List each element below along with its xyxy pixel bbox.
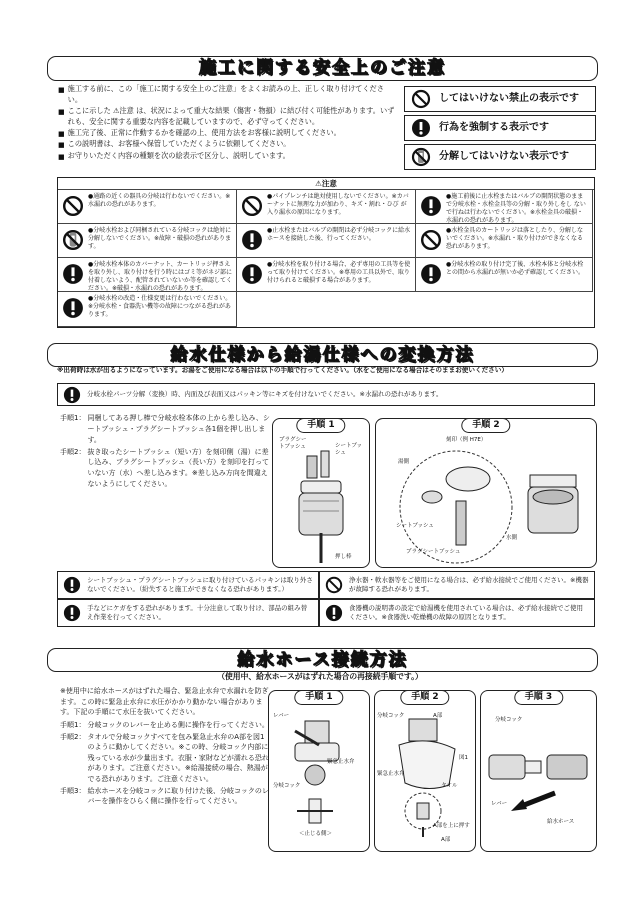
caution-text: ●止水栓またはバルブの開閉は必ず分岐コックに給水ホースを接続した後、行ってください。 [267, 227, 411, 243]
section3-subtitle: （使用中、給水ホースがはずれた場合の再接続手順です。） [217, 672, 423, 681]
hose-step3-title: 手順 3 [514, 690, 563, 705]
caution-table [57, 177, 595, 328]
caution-cell [58, 190, 237, 224]
bullet: ■ お守りいただく内容の種類を次の絵表示で区分し、説明しています。 [58, 151, 290, 161]
conv-step2-panel [375, 418, 597, 568]
label: A部 [433, 713, 443, 719]
hose-step2-panel [374, 690, 476, 852]
conv-step1-title: 手順 1 [296, 418, 345, 433]
mandatory-icon [63, 576, 81, 594]
mandatory-icon [325, 604, 343, 622]
legend-mandatory: 行為を強制する表示です [404, 115, 596, 141]
caution-text: ●分岐水栓の取り付け完了後、水栓本体と分岐水栓との間から水漏れが無いか必ず確認してください。 [446, 261, 585, 277]
label: 湯側 [398, 459, 410, 465]
warning-packing: シートブッシュ・プラグシートブッシュに取り付けているパッキンは取り外さないでください。（紛失すると施工ができなくなる恐れがあります。） [57, 571, 319, 599]
caution-cell [416, 190, 593, 224]
mandatory-icon [241, 263, 263, 285]
prohibition-icon [411, 89, 431, 109]
label: シートブッシュ [396, 523, 434, 529]
legend-prohibition: してはいけない禁止の表示です [404, 86, 596, 112]
caution-text: ●施工前後に止水栓またはバルブの開閉状態のまま で分岐水栓・水栓金具等の分解・取り外しをし ないで行ねは行わないでください。※水栓金具の破損・水漏れの恐れがあります。 [446, 193, 586, 225]
caution-cell [237, 190, 416, 224]
caution-cell [416, 224, 593, 258]
hose-step2-title: 手順 2 [400, 690, 449, 705]
label: 押し棒 [335, 554, 352, 560]
section3-title-banner [47, 648, 598, 672]
label: A部 [441, 837, 451, 843]
label: 分岐コック [377, 713, 405, 719]
caution-text: ●水栓金具のカートリッジは落としたり、分解しないでください。※水漏れ・取り付けができなくなる恐れがあります。 [446, 227, 584, 251]
caution-text: ●パイプレンチは絶対使用しないでください。※カバーナットに無理な力が加わり、キズ・割れ・ひび が入り漏水の原因になります。 [267, 193, 409, 217]
label: 分岐コック [273, 783, 301, 789]
section2-steps: 手順1： 同梱してある押し棒で分岐水栓本体の上から差し込み、シートブッシュ・プラグシートブッシュ各1個を押し出します。 手順2： 抜き取ったシートブッシュ（短い方）を刻印側（湯）に差し込み、プラグシートブッシュ（長い方）を刻印を打っていない方（水）へ差し込みます。※差し込み方向を間違えないようにしてください。 [60, 414, 270, 489]
label: 緊急止水弁 [327, 759, 355, 765]
hose-illustration [485, 715, 595, 847]
label: シートブッシュ [335, 443, 362, 456]
section3-text: ※使用中に給水ホースがはずれた場合、緊急止水弁で水漏れを防ぎます。この時に緊急止水弁に水圧がかかり動かない場合があります。下記の手順にて水圧を抜いてください。 手順1： 分岐コックのレバーを止める側に操作を行ってください。 手順2： タオルで分岐コックすべてを包み緊急止水弁のA部を図1のように動かしてください。※この時、分岐コック内部に残っている水が少量出ます。衣服・家財などが濡れる恐れがあります。ご注意ください。※給湯接続の場合、熱湯がでる恐れがあります。ご注意ください。 手順3： 給水ホースを分岐コックに取り付けた後、分岐コックのレバーを操作をひらく側に操作を行ってください。 [60, 687, 269, 806]
conv-step1-panel [272, 418, 370, 568]
legend-no-disassembly: 分解してはいけない表示です [404, 144, 596, 170]
hose-step1-panel [268, 690, 370, 852]
label: A部を上に押す [433, 823, 470, 829]
mandatory-icon [420, 263, 442, 285]
prohibition-icon [62, 195, 84, 217]
warning-injury: 手などにケガをする恐れがあります。十分注意して取り付け、部品の組み替え作業を行ってください。 [57, 599, 319, 627]
bushing-illustration [380, 435, 594, 567]
label: プラグシートブッシュ [279, 437, 307, 450]
bullet: ■ 施工完了後、正常に作動するかを確認の上、使用方法をお客様に説明してください。 [58, 127, 341, 138]
mandatory-icon [62, 297, 84, 319]
warning-dishwasher: 食器機の説明書の設定で給湯機を使用されている場合は、必ず給水接続でご使用ください。※食器洗い乾燥機の故障の原因となります。 [319, 599, 595, 627]
caution-cell [58, 258, 237, 292]
caution-text: ●分岐水栓を取り付ける場合、必ず専用の工具等を使って取り付けてください。※専用の工具以外で、取り付けられると破損する場合があります。 [267, 261, 411, 285]
hose-step3-panel [480, 690, 597, 852]
lever-illustration [275, 715, 365, 847]
label: 図1 [459, 755, 468, 761]
faucet-illustration [293, 441, 363, 566]
caution-cell [237, 258, 416, 292]
section1-bullets [58, 84, 396, 163]
bullet: ■ ここに示した ⚠注意 は、状況によって重大な結果（傷害・物損）に結び付く可能性があります。いずれも、安全に関する重要な内容を記載していますので、必ず守ってください。 [58, 105, 395, 126]
prohibition-icon [325, 576, 343, 594]
section2-note: ※出荷時は水が出るようになっています。お湯をご使用になる場合は以下の手順で行ってください。（水をご使用になる場合はそのままお使いください） [57, 366, 508, 374]
warning-top: 分岐水栓パーツ分解（変換）時、内面及び表面又はパッキン等にキズを付けないでください。※水漏れの恐れがあります。 [57, 383, 595, 406]
section3-title: 給水ホース接続方法 [237, 649, 408, 670]
label: 分岐コック [495, 717, 523, 723]
section2-title: 給水仕様から給湯仕様への変換方法 [170, 344, 475, 365]
mandatory-icon [62, 263, 84, 285]
conv-step2-title: 手順 2 [461, 418, 510, 433]
caution-text: ●分岐水栓および同梱されている分岐コックは絶対に分解しないでください。※故障・破損の恐れがあります。 [88, 227, 232, 251]
label: 給水ホース [547, 819, 575, 825]
label: タオル [441, 783, 458, 789]
label: 刻印（例 H7E） [446, 437, 487, 443]
section1-title: 施工に関する安全上のご注意 [199, 58, 446, 79]
prohibition-icon [420, 229, 442, 251]
caution-cell [58, 224, 237, 258]
caution-cell [58, 292, 237, 327]
hose-step1-title: 手順 1 [294, 690, 343, 705]
no-disassembly-icon [62, 229, 84, 251]
mandatory-icon [241, 229, 263, 251]
caution-text: ●分岐水栓の改造・仕様変更は行わないでください。※分岐水栓・食器洗い機等の故障につながる恐れがあります。 [88, 295, 232, 319]
section1-title-banner [47, 56, 598, 81]
label: 水側 [506, 535, 518, 541]
label: レバー [273, 713, 290, 719]
mandatory-icon [420, 195, 442, 217]
caution-text: ●通路の近くの器具の分岐は行わないでください。※水漏れの恐れがあります。 [88, 193, 231, 209]
caution-cell [416, 258, 593, 292]
label: プラグシートブッシュ [406, 549, 461, 555]
caution-header: ⚠注意 [58, 178, 594, 190]
warning-water-filter: 浄水器・軟水器等をご使用になる場合は、必ず給水接続でご使用ください。※機器が故障する恐れがあります。 [319, 571, 595, 599]
caution-cell [237, 224, 416, 258]
mandatory-icon [63, 386, 81, 404]
label: ＜止じる側＞ [299, 831, 333, 837]
caution-text: ●分岐水栓本体のカバーナット、カートリッジ押さえを取り外し、取り付けを行う時にはゴミ等がネジ部に付着しないよう、配管されていないか等を確認してください。※破損・水漏れの恐れがあります。 [88, 261, 233, 293]
bullet: ■ この説明書は、お客様へ保管していただくように依頼してください。 [58, 139, 291, 150]
label: レバー [491, 801, 508, 807]
label: 緊急止水弁 [377, 771, 405, 777]
section2-title-banner [47, 343, 598, 367]
mandatory-icon [63, 604, 81, 622]
bullet: ■ 施工する前に、この「施工に関する安全上のご注意」をよくお読みの上、正しく取り付けてください。 [58, 84, 384, 104]
prohibition-icon [241, 195, 263, 217]
no-disassembly-icon [411, 147, 431, 167]
mandatory-icon [411, 118, 431, 138]
